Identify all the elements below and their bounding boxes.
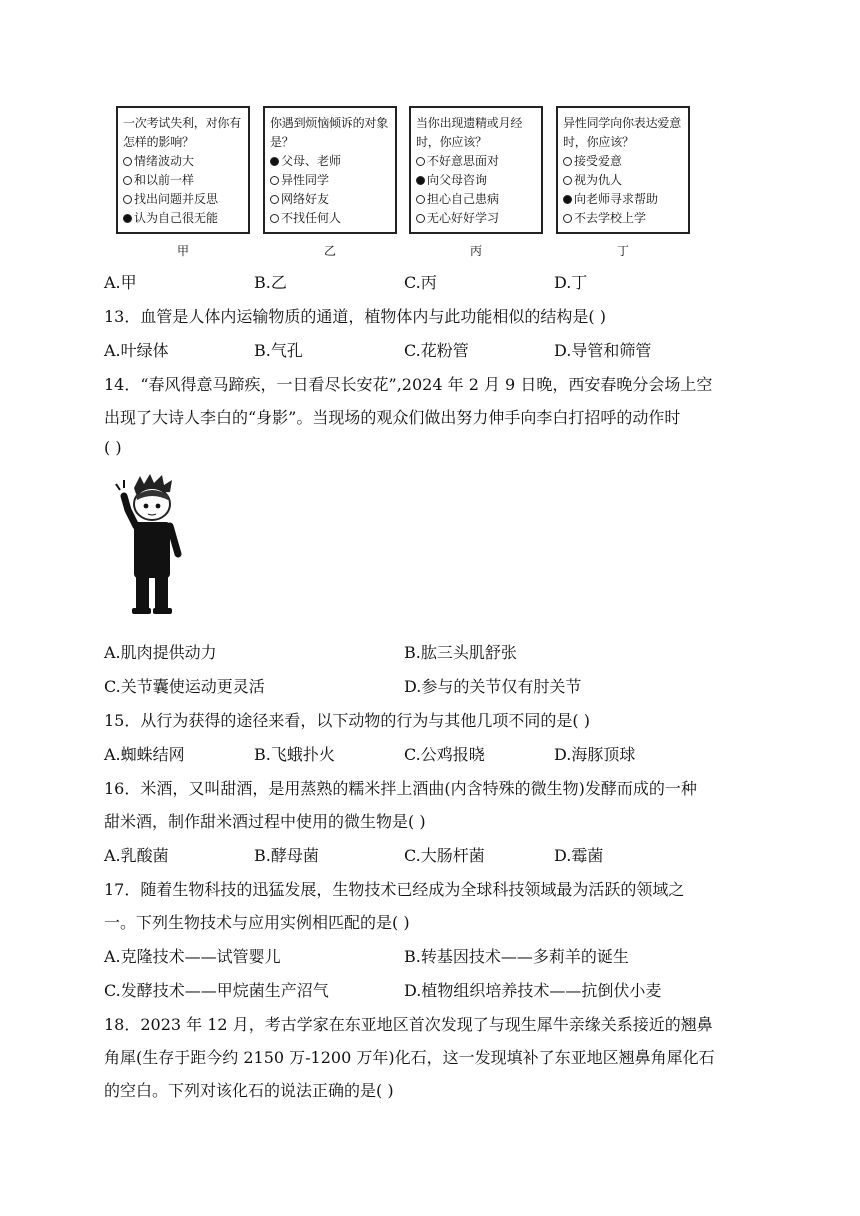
card-caption: 丙 <box>469 244 482 258</box>
card-option: 情绪波动大 <box>123 152 244 171</box>
q18-stem-line: 18．2023 年 12 月，考古学家在东亚地区首次发现了与现生犀牛亲缘关系接近的翘鼻 <box>104 1015 713 1034</box>
radio-empty-icon <box>416 157 425 166</box>
q15-option-c: C.公鸡报晓 <box>404 745 485 764</box>
radio-empty-icon <box>416 214 425 223</box>
q14-stem-line: 出现了大诗人李白的“身影”。当现场的观众们做出努力伸手向李白打招呼的动作时 <box>104 408 681 427</box>
q17-stem-line: 17．随着生物科技的迅猛发展，生物技术已经成为全球科技领域最为活跃的领域之 <box>104 880 685 899</box>
card-option: 认为自己很无能 <box>123 209 244 228</box>
q15-option-d: D.海豚顶球 <box>554 745 636 764</box>
radio-empty-icon <box>563 176 572 185</box>
q18-stem-line: 角犀(生存于距今约 2150 万-1200 万年)化石，这一发现填补了东亚地区翘鼻角犀化石 <box>104 1048 715 1067</box>
q17-option-b: B.转基因技术——多莉羊的诞生 <box>404 947 629 966</box>
q17-option-d: D.植物组织培养技术——抗倒伏小麦 <box>404 981 662 1000</box>
q16-stem-line: 16．米酒，又叫甜酒，是用蒸熟的糯米拌上酒曲(内含特殊的微生物)发酵而成的一种 <box>104 779 697 798</box>
card-option: 网络好友 <box>270 190 391 209</box>
figure-card-bing <box>409 106 543 234</box>
q14-stem-line: ( ) <box>104 438 122 457</box>
q13-option-b: B.气孔 <box>254 341 303 360</box>
q12-option-a: A.甲 <box>104 273 137 292</box>
card-question: 当你出现遗精或月经时，你应该？ <box>416 116 523 149</box>
card-option: 视为仇人 <box>563 171 684 190</box>
radio-empty-icon <box>123 157 132 166</box>
card-option: 异性同学 <box>270 171 391 190</box>
q14-option-b: B.肱三头肌舒张 <box>404 643 517 662</box>
card-question: 一次考试失利，对你有怎样的影响？ <box>123 116 242 149</box>
q13-option-a: A.叶绿体 <box>104 341 169 360</box>
figure-card-yi <box>263 106 397 234</box>
card-option: 不去学校上学 <box>563 209 684 228</box>
q14-option-c: C.关节囊使运动更灵活 <box>104 677 265 696</box>
radio-filled-icon <box>563 195 572 204</box>
q13-stem: 13．血管是人体内运输物质的通道，植物体内与此功能相似的结构是( ) <box>104 307 606 326</box>
q15-option-b: B.飞蛾扑火 <box>254 745 335 764</box>
q15-option-a: A.蜘蛛结网 <box>104 745 185 764</box>
card-caption: 甲 <box>176 244 189 258</box>
card-option: 担心自己患病 <box>416 190 537 209</box>
waving-figure-illustration <box>112 470 192 620</box>
card-option: 向老师寻求帮助 <box>563 190 684 209</box>
radio-filled-icon <box>416 176 425 185</box>
q16-option-c: C.大肠杆菌 <box>404 846 485 865</box>
radio-empty-icon <box>123 176 132 185</box>
figure-card-ding <box>556 106 690 234</box>
q16-option-b: B.酵母菌 <box>254 846 319 865</box>
radio-empty-icon <box>563 157 572 166</box>
card-option: 不找任何人 <box>270 209 391 228</box>
q12-option-b: B.乙 <box>254 273 287 292</box>
card-option: 不好意思面对 <box>416 152 537 171</box>
q12-option-c: C.丙 <box>404 273 437 292</box>
radio-empty-icon <box>123 195 132 204</box>
q13-option-d: D.导管和筛管 <box>554 341 652 360</box>
q16-option-d: D.霉菌 <box>554 846 604 865</box>
card-caption: 丁 <box>616 244 629 258</box>
card-option: 找出问题并反思 <box>123 190 244 209</box>
q14-option-d: D.参与的关节仅有肘关节 <box>404 677 582 696</box>
card-question: 你遇到烦恼倾诉的对象是？ <box>270 116 389 149</box>
card-option: 向父母咨询 <box>416 171 537 190</box>
card-question: 异性同学向你表达爱意时，你应该？ <box>563 116 682 149</box>
q15-stem: 15．从行为获得的途径来看，以下动物的行为与其他几项不同的是( ) <box>104 711 590 730</box>
q17-stem-line: 一。下列生物技术与应用实例相匹配的是( ) <box>104 913 410 932</box>
q14-stem-line: 14．“春风得意马蹄疾，一日看尽长安花”,2024 年 2 月 9 日晚，西安春晚分会场上空 <box>104 375 713 394</box>
card-option: 和以前一样 <box>123 171 244 190</box>
q17-option-a: A.克隆技术——试管婴儿 <box>104 947 281 966</box>
radio-empty-icon <box>270 195 279 204</box>
q14-option-a: A.肌肉提供动力 <box>104 643 217 662</box>
q12-option-d: D.丁 <box>554 273 588 292</box>
radio-empty-icon <box>563 214 572 223</box>
radio-filled-icon <box>270 157 279 166</box>
q16-stem-line: 甜米酒，制作甜米酒过程中使用的微生物是( ) <box>104 812 426 831</box>
figure-card-jia <box>116 106 250 234</box>
radio-empty-icon <box>270 214 279 223</box>
q16-option-a: A.乳酸菌 <box>104 846 169 865</box>
radio-filled-icon <box>123 214 132 223</box>
card-option: 接受爱意 <box>563 152 684 171</box>
q13-option-c: C.花粉管 <box>404 341 469 360</box>
radio-empty-icon <box>416 195 425 204</box>
card-option: 无心好好学习 <box>416 209 537 228</box>
card-caption: 乙 <box>323 244 336 258</box>
card-option: 父母、老师 <box>270 152 391 171</box>
q18-stem-line: 的空白。下列对该化石的说法正确的是( ) <box>104 1081 394 1100</box>
radio-empty-icon <box>270 176 279 185</box>
q17-option-c: C.发酵技术——甲烷菌生产沼气 <box>104 981 329 1000</box>
